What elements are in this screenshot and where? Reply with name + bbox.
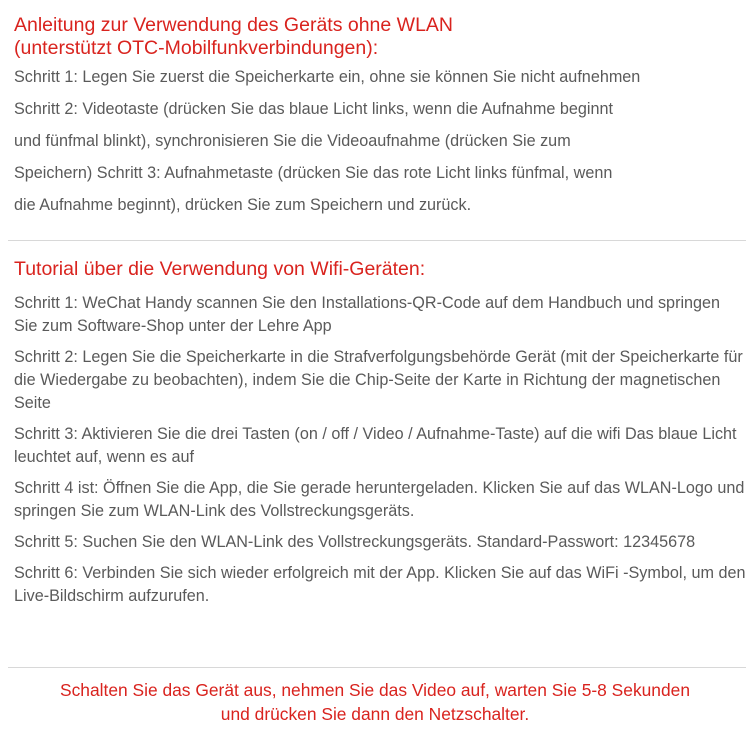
offline-text-line: die Aufnahme beginnt), drücken Sie zum Speichern und zurück. xyxy=(14,196,472,214)
wifi-step-6: Schritt 6: Verbinden Sie sich wieder erfolgreich mit der App. Klicken Sie auf das WiFi -Symbol, um den Live-Bildschirm aufzurufen. xyxy=(14,564,746,605)
wifi-step-5: Schritt 5: Suchen Sie den WLAN-Link des Vollstreckungsgeräts. Standard-Passwort: 12345678 xyxy=(14,533,696,551)
wifi-step-4: Schritt 4 ist: Öffnen Sie die App, die Sie gerade heruntergeladen. Klicken Sie auf das WLAN-Logo und springen Sie zum WLAN-Link des Vollstreckungsgeräts. xyxy=(14,479,745,520)
wifi-step-1: Schritt 1: WeChat Handy scannen Sie den Installations-QR-Code auf dem Handbuch und springen Sie zum Software-Shop unter der Lehre App xyxy=(14,294,721,335)
offline-title-line-1: Anleitung zur Verwendung des Geräts ohne WLAN xyxy=(14,14,454,36)
offline-instructions-title xyxy=(14,14,744,60)
offline-text-line: Speichern) Schritt 3: Aufnahmetaste (drücken Sie das rote Licht links fünfmal, wenn xyxy=(14,164,613,182)
offline-text-line: und fünfmal blinkt), synchronisieren Sie die Videoaufnahme (drücken Sie zum xyxy=(14,132,571,150)
section-divider xyxy=(8,667,746,668)
footer-line-2: und drücken Sie dann den Netzschalter. xyxy=(220,704,530,724)
offline-title-line-2: (unterstützt OTC-Mobilfunkverbindungen): xyxy=(14,37,379,59)
wifi-instructions-title: Tutorial über die Verwendung von Wifi-Geräten: xyxy=(14,258,426,280)
wifi-instructions-section xyxy=(14,258,746,616)
offline-instructions-body xyxy=(14,61,744,221)
wifi-step-3: Schritt 3: Aktivieren Sie die drei Tasten (on / off / Video / Aufnahme-Taste) auf die wifi Das blaue Licht leuchtet auf, wenn es auf xyxy=(14,425,737,466)
section-divider xyxy=(8,240,746,241)
footer-note xyxy=(0,678,750,726)
offline-instructions-section xyxy=(14,14,744,221)
offline-text-line: Schritt 1: Legen Sie zuerst die Speicherkarte ein, ohne sie können Sie nicht aufnehmen xyxy=(14,68,641,86)
footer-line-1: Schalten Sie das Gerät aus, nehmen Sie das Video auf, warten Sie 5-8 Sekunden xyxy=(59,680,690,700)
offline-text-line: Schritt 2: Videotaste (drücken Sie das blaue Licht links, wenn die Aufnahme beginnt xyxy=(14,100,614,118)
wifi-step-2: Schritt 2: Legen Sie die Speicherkarte in die Strafverfolgungsbehörde Gerät (mit der Speicherkarte für die Wiedergabe zu beobachten), indem Sie die Chip-Seite der Karte in Richtung der magnetischen Seite xyxy=(14,348,743,412)
